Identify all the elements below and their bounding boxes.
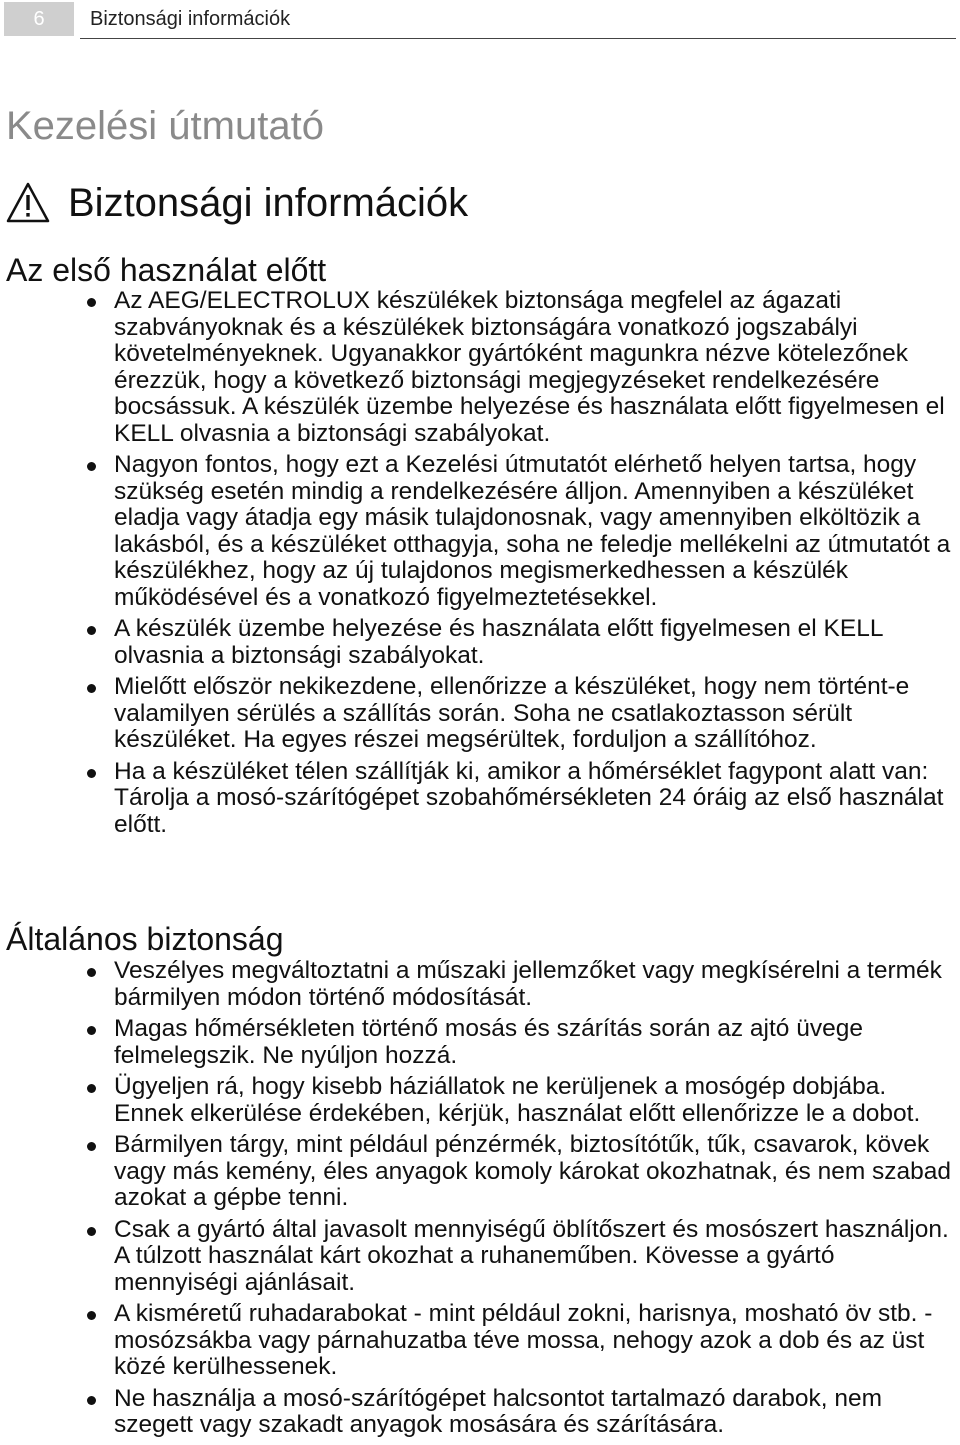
section-title: Biztonsági információk	[68, 181, 469, 225]
page-header	[0, 0, 960, 40]
bullet-icon	[87, 626, 96, 635]
bullet-icon	[87, 1026, 96, 1035]
list-item: Bármilyen tárgy, mint például pénzérmék, biztosítótűk, tűk, csavarok, kövek vagy más kemény, éles anyagok komoly károkat okozhatnak, és nem szabad azokat a gépbe tenni.	[84, 1132, 958, 1212]
document-title: Kezelési útmutató	[6, 104, 324, 148]
bullet-icon	[87, 968, 96, 977]
bullet-icon	[87, 1227, 96, 1236]
running-title: Biztonsági információk	[90, 8, 291, 30]
bullet-icon	[87, 1311, 96, 1320]
bullet-list-first-use	[84, 288, 958, 843]
list-item: A készülék üzembe helyezése és használata előtt figyelmesen el KELL olvasnia a biztonsági szabályokat.	[84, 616, 958, 669]
list-item: Veszélyes megváltoztatni a műszaki jellemzőket vagy megkísérelni a termék bármilyen módon történő módosítását.	[84, 958, 958, 1011]
list-item: Ügyeljen rá, hogy kisebb háziállatok ne kerüljenek a mosógép dobjába. Ennek elkerülése érdekében, kérjük, használat előtt ellenőrizze le a dobot.	[84, 1074, 958, 1127]
list-item: Ne használja a mosó-szárítógépet halcsontot tartalmazó darabok, nem szegett vagy szakadt anyagok mosására és szárítására.	[84, 1386, 958, 1439]
subsection-title-general-safety: Általános biztonság	[6, 921, 284, 957]
list-item: Magas hőmérsékleten történő mosás és szárítás során az ajtó üvege felmelegszik. Ne nyúljon hozzá.	[84, 1016, 958, 1069]
section-heading	[6, 176, 468, 230]
page-number: 6	[4, 2, 74, 36]
bullet-icon	[87, 298, 96, 307]
list-item: Nagyon fontos, hogy ezt a Kezelési útmutatót elérhető helyen tartsa, hogy szükség esetén mindig a rendelkezésére álljon. Amennyiben a készüléket eladja vagy átadja egy másik tulajdonosnak, vagy amennyiben elköltözik a lakásból, és a készüléket otthagyja, soha ne feledje mellékelni az útmutatót a készülékhez, hogy az új tulajdonos megismerkedhessen a készülék működésével és a vonatkozó figyelmeztetésekkel.	[84, 452, 958, 611]
list-item: A kisméretű ruhadarabokat - mint például zokni, harisnya, mosható öv stb. - mosózsákba vagy párnahuzatba téve mossa, nehogy azok a dob és az üst közé kerülhessenek.	[84, 1301, 958, 1381]
subsection-title-first-use: Az első használat előtt	[6, 252, 327, 288]
bullet-icon	[87, 1142, 96, 1151]
bullet-icon	[87, 1084, 96, 1093]
list-item: Csak a gyártó által javasolt mennyiségű öblítőszert és mosószert használjon. A túlzott használat kárt okozhat a ruhaneműben. Kövesse a gyártó mennyiségi ajánlásait.	[84, 1217, 958, 1297]
bullet-icon	[87, 1396, 96, 1405]
bullet-icon	[87, 462, 96, 471]
list-item: Ha a készüléket télen szállítják ki, amikor a hőmérséklet fagypont alatt van: Tárolja a mosó-szárítógépet szobahőmérsékleten 24 óráig az első használat előtt.	[84, 759, 958, 839]
bullet-icon	[87, 684, 96, 693]
list-item: Az AEG/ELECTROLUX készülékek biztonsága megfelel az ágazati szabványoknak és a készülékek biztonságára vonatkozó jogszabályi követelményeknek. Ugyanakkor gyártóként magunkra nézve kötelezőnek érezzük, hogy a következő biztonsági megjegyzéseket rendelkezésére bocsássuk. A készülék üzembe helyezése és használata előtt figyelmesen el KELL olvasnia a biztonsági szabályokat.	[84, 288, 958, 447]
list-item: Mielőtt először nekikezdene, ellenőrizze a készüléket, hogy nem történt-e valamilyen sérülés a szállítás során. Soha ne csatlakoztasson sérült készüléket. Ha egyes részei megsérültek, forduljon a szállítóhoz.	[84, 674, 958, 754]
warning-triangle-icon	[6, 181, 50, 225]
bullet-icon	[87, 769, 96, 778]
header-rule	[80, 38, 956, 39]
bullet-list-general-safety	[84, 958, 958, 1444]
